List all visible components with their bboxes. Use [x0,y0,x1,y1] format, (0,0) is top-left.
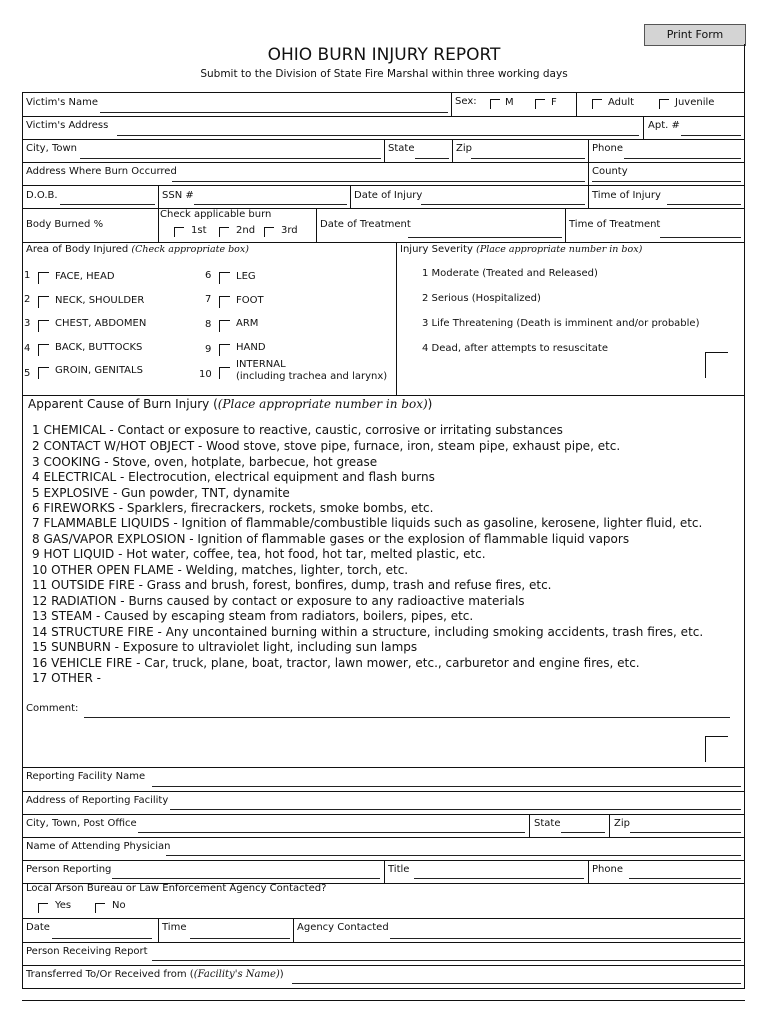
victim-address-field[interactable] [117,135,639,136]
cell-divider [451,92,452,116]
cause-item: 2 CONTACT W/HOT OBJECT - Wood stove, stove pipe, furnace, iron, steam pipe, exhaust pipe, etc. [32,439,621,453]
phone-field[interactable] [624,158,741,159]
cause-item: 7 FLAMMABLE LIQUIDS - Ignition of flammable/combustible liquids such as gasoline, kerosene, lighter fluid, etc. [32,516,703,530]
transferred-note: (Facility's Name) [193,969,280,980]
frame-bottom [22,988,745,989]
date-treatment-label: Date of Treatment [320,219,411,230]
burn-3rd-checkbox[interactable] [264,227,274,237]
facility-address-field[interactable] [170,809,741,810]
area-chest-abdomen-checkbox[interactable] [38,320,49,332]
burn-2nd-label: 2nd [236,225,256,236]
area-arm-label: ARM [236,318,259,329]
victim-name-label: Victim's Name [26,97,98,108]
agency-label: Agency Contacted [297,922,389,933]
cause-item: 13 STEAM - Caused by escaping steam from radiators, boilers, pipes, etc. [32,609,474,623]
cell-divider [529,814,530,837]
burn-address-label: Address Where Burn Occurred [26,166,177,177]
facility-name-label: Reporting Facility Name [26,771,146,782]
area-leg-label: LEG [236,271,256,282]
area-number: 4 [24,343,31,354]
state-field[interactable] [415,158,449,159]
cell-divider [643,116,644,139]
phone-label: Phone [592,143,623,154]
facility-name-field[interactable] [152,786,741,787]
check-burn-label: Check applicable burn [160,209,272,220]
arson-yes-checkbox[interactable] [38,903,48,913]
row-line [22,767,745,768]
area-heading: Area of Body Injured (Check appropriate box) [26,244,249,255]
area-number: 2 [24,294,31,305]
comment-label: Comment: [26,703,79,714]
area-number: 3 [24,318,31,329]
zip-field[interactable] [471,158,585,159]
cell-divider [452,139,453,162]
sex-male-checkbox[interactable] [490,99,500,109]
victim-name-field[interactable] [100,112,448,113]
footer-line [22,1000,745,1001]
person-reporting-label: Person Reporting [26,864,112,875]
facility-address-label: Address of Reporting Facility [26,795,169,806]
area-groin-genitals-checkbox[interactable] [38,367,49,379]
zip-label: Zip [456,143,472,154]
date-treatment-field[interactable] [408,237,562,238]
cell-divider [588,860,589,883]
facility-state-label: State [534,818,561,829]
cause-item: 12 RADIATION - Burns caused by contact or exposure to any radioactive materials [32,594,525,608]
county-field[interactable] [592,181,741,182]
person-reporting-field[interactable] [112,878,380,879]
cell-divider [565,208,566,242]
cell-divider [396,242,397,395]
cell-divider [350,185,351,208]
physician-field[interactable] [166,855,741,856]
person-receiving-field[interactable] [152,960,741,961]
time-injury-field[interactable] [667,204,741,205]
cause-heading: Apparent Cause of Burn Injury ((Place appropriate number in box)) [28,397,433,411]
date-label: Date [26,922,50,933]
agency-field[interactable] [390,938,741,939]
cause-item: 11 OUTSIDE FIRE - Grass and brush, forest, bonfires, dump, trash and refuse fires, etc. [32,578,552,592]
area-groin-genitals-label: GROIN, GENITALS [55,365,143,376]
area-back-buttocks-checkbox[interactable] [38,344,49,356]
cause-item: 4 ELECTRICAL - Electrocution, electrical equipment and flash burns [32,470,435,484]
area-number: 8 [205,319,212,330]
apt-field[interactable] [681,135,741,136]
cause-item: 16 VEHICLE FIRE - Car, truck, plane, boat, tractor, lawn mower, etc., carburetor and engine fires, etc. [32,656,640,670]
row-line [22,395,745,396]
row-line [22,837,745,838]
facility-city-field[interactable] [138,832,525,833]
severity-item: 2 Serious (Hospitalized) [422,293,541,304]
area-number: 9 [205,344,212,355]
row-line [22,92,745,93]
cell-divider [316,208,317,242]
area-foot-checkbox[interactable] [219,296,230,308]
cell-divider [384,139,385,162]
facility-phone-field[interactable] [629,878,741,879]
date-injury-field[interactable] [421,204,585,205]
area-face-head-checkbox[interactable] [38,272,49,284]
cell-divider [293,918,294,942]
cell-divider [576,92,577,116]
time-injury-label: Time of Injury [592,190,661,201]
comment-field[interactable] [84,717,730,718]
city-label: City, Town [26,143,78,154]
cell-divider [588,139,589,185]
cause-item: 14 STRUCTURE FIRE - Any uncontained burning within a structure, including smoking accidents, trash fires, etc. [32,625,704,639]
sex-female-label: F [551,97,557,108]
ssn-label: SSN # [162,190,194,201]
area-hand-label: HAND [236,342,266,353]
victim-address-label: Victim's Address [26,120,109,131]
title-field[interactable] [414,878,584,879]
area-number: 7 [205,294,212,305]
severity-item: 4 Dead, after attempts to resuscitate [422,343,609,354]
transferred-label: Transferred To/Or Received from ((Facility's Name)) [26,969,284,980]
area-arm-checkbox[interactable] [219,320,230,332]
cell-divider [384,860,385,883]
facility-phone-label: Phone [592,864,623,875]
arson-no-label: No [112,900,126,911]
arson-label: Local Arson Bureau or Law Enforcement Agency Contacted? [26,883,327,894]
date-injury-label: Date of Injury [354,190,423,201]
cell-divider [588,185,589,208]
row-line [22,942,745,943]
time-field[interactable] [190,938,290,939]
state-label: State [388,143,415,154]
sex-label: Sex: [455,96,477,107]
frame-left [22,92,23,988]
county-label: County [592,166,628,177]
arson-yes-label: Yes [55,900,72,911]
cause-item: 15 SUNBURN - Exposure to ultraviolet light, including sun lamps [32,640,418,654]
date-field[interactable] [52,938,152,939]
facility-zip-field[interactable] [630,832,741,833]
cell-divider [158,918,159,942]
ssn-field[interactable] [194,204,347,205]
cause-item: 3 COOKING - Stove, oven, hotplate, barbecue, hot grease [32,455,378,469]
facility-city-label: City, Town, Post Office [26,818,137,829]
facility-state-field[interactable] [561,832,605,833]
area-internal-note: (including trachea and larynx) [236,371,388,382]
burn-3rd-label: 3rd [281,225,298,236]
area-number: 10 [199,369,212,380]
area-face-head-label: FACE, HEAD [55,271,115,282]
form-subtitle: Submit to the Division of State Fire Marshal within three working days [200,68,568,80]
burn-1st-checkbox[interactable] [174,227,184,237]
severity-number-box[interactable] [705,352,728,378]
severity-heading: Injury Severity (Place appropriate number in box) [400,244,643,255]
transferred-field[interactable] [292,983,741,984]
row-line [22,242,745,243]
person-receiving-label: Person Receiving Report [26,946,148,957]
area-heading-note: (Check appropriate box) [131,244,249,255]
row-line [22,162,745,163]
area-back-buttocks-label: BACK, BUTTOCKS [55,342,143,353]
dob-field[interactable] [60,204,155,205]
title-label: Title [388,864,410,875]
area-chest-abdomen-label: CHEST, ABDOMEN [55,318,147,329]
row-line [22,185,745,186]
severity-heading-note: (Place appropriate number in box) [476,244,643,255]
dob-label: D.O.B. [26,190,58,201]
juvenile-label: Juvenile [675,97,715,108]
area-hand-checkbox[interactable] [219,344,230,356]
burn-2nd-checkbox[interactable] [219,227,229,237]
sex-female-checkbox[interactable] [535,99,545,109]
cell-divider [609,814,610,837]
arson-no-checkbox[interactable] [95,903,105,913]
area-number: 5 [24,368,31,379]
body-burned-label: Body Burned % [26,219,104,230]
cause-item: 10 OTHER OPEN FLAME - Welding, matches, lighter, torch, etc. [32,563,409,577]
adult-label: Adult [608,97,635,108]
form-title: OHIO BURN INJURY REPORT [267,45,501,65]
time-treatment-field[interactable] [660,237,741,238]
cause-item: 6 FIREWORKS - Sparklers, firecrackers, rockets, smoke bombs, etc. [32,501,434,515]
row-line [22,918,745,919]
cause-item: 1 CHEMICAL - Contact or exposure to reactive, caustic, corrosive or irritating substances [32,423,563,437]
juvenile-checkbox[interactable] [659,99,669,109]
area-internal-label: INTERNAL [236,359,286,370]
facility-zip-label: Zip [614,818,630,829]
physician-label: Name of Attending Physician [26,841,171,852]
area-neck-shoulder-label: NECK, SHOULDER [55,295,145,306]
row-line [22,116,745,117]
time-label: Time [162,922,187,933]
cell-divider [158,185,159,242]
print-form-button[interactable]: Print Form [644,24,746,46]
cause-item: 5 EXPLOSIVE - Gun powder, TNT, dynamite [32,486,290,500]
row-line [22,208,745,209]
severity-item: 3 Life Threatening (Death is imminent and/or probable) [422,318,700,329]
area-foot-label: FOOT [236,295,264,306]
area-leg-checkbox[interactable] [219,272,230,284]
cause-item: 9 HOT LIQUID - Hot water, coffee, tea, hot food, hot tar, melted plastic, etc. [32,547,486,561]
area-internal-checkbox[interactable] [219,367,230,379]
burn-address-field[interactable] [172,181,585,182]
area-number: 6 [205,270,212,281]
row-line [22,965,745,966]
row-line [22,791,745,792]
city-field[interactable] [80,158,381,159]
apt-label: Apt. # [648,120,680,131]
burn-1st-label: 1st [191,225,207,236]
adult-checkbox[interactable] [592,99,602,109]
area-number: 1 [24,270,31,281]
time-treatment-label: Time of Treatment [569,219,661,230]
cause-item: 8 GAS/VAPOR EXPLOSION - Ignition of flammable gases or the explosion of flammable liquid vapors [32,532,630,546]
cause-item: 17 OTHER - [32,671,101,685]
cause-number-box[interactable] [705,736,728,762]
cause-heading-note: (Place appropriate number in box) [217,397,428,411]
area-neck-shoulder-checkbox[interactable] [38,296,49,308]
severity-item: 1 Moderate (Treated and Released) [422,268,598,279]
row-line [22,814,745,815]
sex-male-label: M [505,97,514,108]
